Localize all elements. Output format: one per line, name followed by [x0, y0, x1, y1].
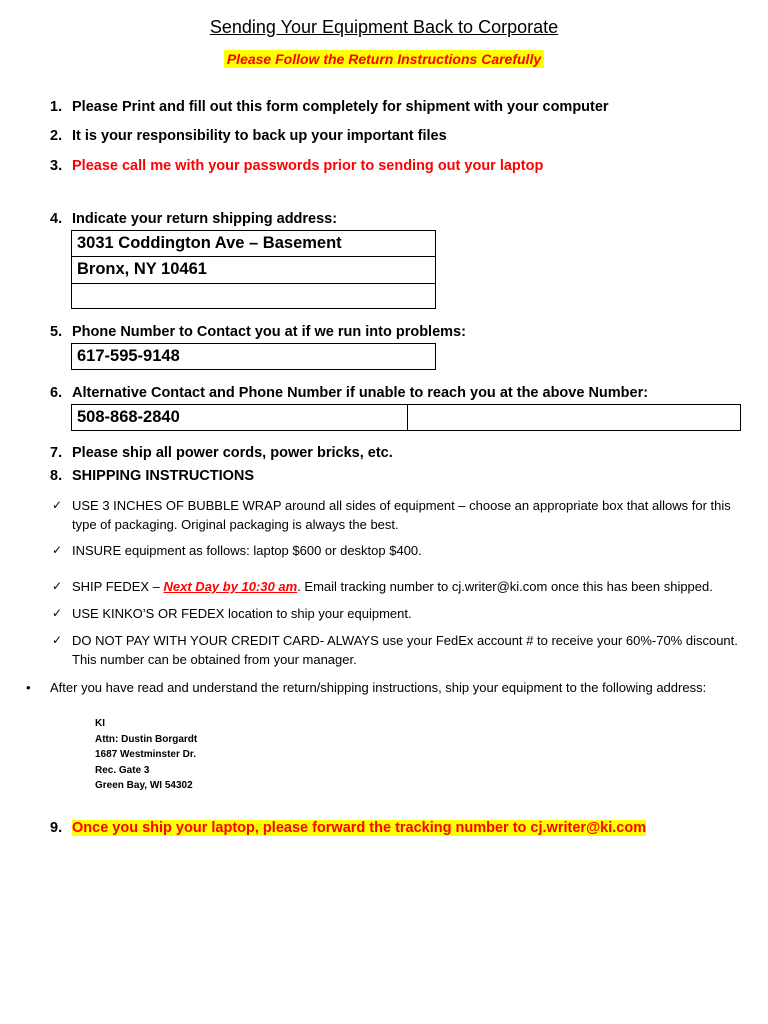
item-5 — [50, 324, 466, 340]
ship-to-line-4: Rec. Gate 3 — [95, 764, 150, 776]
ship-to-line-1: KI — [95, 718, 105, 729]
ship-to-line-2: Attn: Dustin Borgardt — [95, 733, 198, 745]
item-4-number: 4. — [50, 211, 63, 227]
address-line-3[interactable] — [71, 284, 436, 309]
item-4-text: Indicate your return shipping address: — [72, 211, 338, 227]
page-title: Sending Your Equipment Back to Corporate — [209, 17, 559, 37]
item-2-text: It is your responsibility to back up your important files — [72, 128, 447, 144]
check-icon: ✓ — [52, 543, 63, 557]
item-2-number: 2. — [50, 128, 63, 144]
item-9-text: Once you ship your laptop, please forward the tracking number to cj.writer@ki.com — [72, 820, 647, 836]
item-9 — [50, 820, 646, 836]
instruction-text — [72, 577, 752, 596]
item-7 — [50, 445, 393, 461]
check-icon: ✓ — [52, 606, 63, 620]
instruction-text: USE KINKO’S OR FEDEX location to ship your equipment. — [72, 606, 412, 621]
instruction-text: INSURE equipment as follows: laptop $600 or desktop $400. — [72, 543, 422, 558]
item-4 — [50, 211, 337, 227]
item-6-number: 6. — [50, 385, 63, 401]
item-6-text: Alternative Contact and Phone Number if unable to reach you at the above Number: — [72, 385, 649, 401]
item-8 — [50, 468, 254, 484]
alt-contact-name[interactable] — [408, 405, 740, 430]
phone-field[interactable]: 617-595-9148 — [77, 347, 180, 365]
address-line-2[interactable]: Bronx, NY 10461 — [77, 260, 207, 278]
item-2 — [50, 128, 447, 144]
item-3 — [50, 158, 543, 174]
ship-to-address — [95, 716, 197, 794]
item-5-text: Phone Number to Contact you at if we run into problems: — [72, 324, 466, 340]
check-icon: ✓ — [52, 579, 63, 593]
item-8-text: SHIPPING INSTRUCTIONS — [72, 468, 255, 484]
bullet-text: After you have read and understand the return/shipping instructions, ship your equipment to the following address: — [50, 680, 707, 695]
ship-fedex-suffix: . Email tracking number to cj.writer@ki.com once this has been shipped. — [297, 579, 713, 594]
check-icon: ✓ — [52, 633, 63, 647]
subtitle-line — [0, 51, 768, 69]
item-8-number: 8. — [50, 468, 63, 484]
item-5-number: 5. — [50, 324, 63, 340]
item-7-text: Please ship all power cords, power bricks, etc. — [72, 445, 393, 461]
address-line-1[interactable]: 3031 Coddington Ave – Basement — [77, 234, 342, 252]
item-3-number: 3. — [50, 158, 63, 174]
ship-to-line-5: Green Bay, WI 54302 — [95, 780, 193, 791]
item-1-text: Please Print and fill out this form completely for shipment with your computer — [72, 99, 609, 115]
ship-fedex-prefix: SHIP FEDEX – — [72, 579, 164, 594]
item-3-text: Please call me with your passwords prior to sending out your laptop — [72, 158, 544, 174]
item-1-number: 1. — [50, 99, 63, 115]
item-9-number: 9. — [50, 820, 63, 836]
ship-to-line-3: 1687 Westminster Dr. — [95, 749, 196, 760]
instruction-text: USE 3 INCHES OF BUBBLE WRAP around all sides of equipment – choose an appropriate box that allows for this type of packaging. Original packaging is always the best. — [72, 498, 731, 532]
item-1 — [50, 99, 609, 115]
subtitle: Please Follow the Return Instructions Carefully — [224, 50, 544, 68]
check-icon: ✓ — [52, 498, 63, 512]
next-day-emphasis: Next Day by 10:30 am — [163, 579, 298, 594]
bullet-symbol: • — [26, 680, 31, 695]
item-6 — [50, 385, 648, 401]
alt-contact-phone[interactable]: 508-868-2840 — [77, 408, 180, 426]
item-7-number: 7. — [50, 445, 63, 461]
instruction-text: DO NOT PAY WITH YOUR CREDIT CARD- ALWAYS use your FedEx account # to receive your 60%-70% discount. This number can be obtained from your manager. — [72, 633, 738, 667]
